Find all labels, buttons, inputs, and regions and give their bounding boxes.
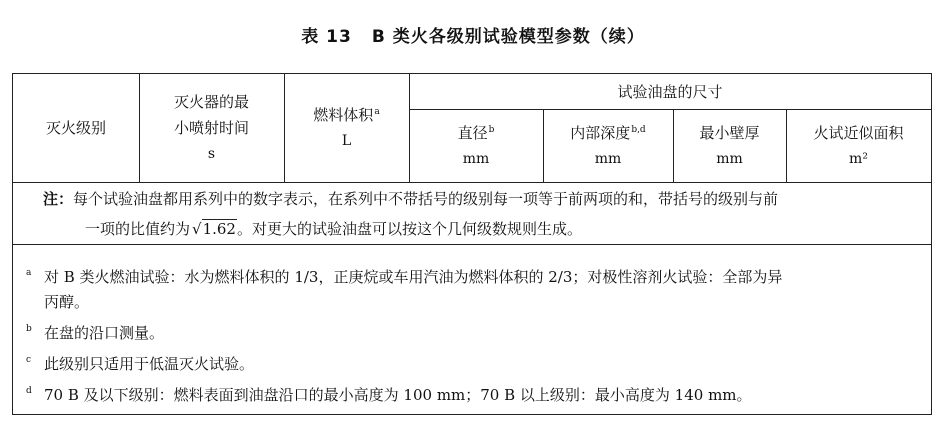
- depth-footnote-ref: b,d: [631, 124, 646, 135]
- spray-time-line1: 灭火器的最: [173, 93, 249, 111]
- note-text-2a: 一项的比值约为: [85, 220, 191, 238]
- note-line-1: [43, 184, 923, 214]
- note-text-2b: 。对更大的试验油盘可以按这个几何级数规则生成。: [236, 220, 582, 238]
- fuel-volume-footnote-ref: a: [374, 107, 380, 117]
- depth-label: 内部深度: [570, 123, 631, 142]
- diameter-label: 直径: [457, 123, 488, 142]
- note-line-2: [43, 214, 923, 244]
- header-fire-level: [13, 74, 139, 182]
- header-diameter: [409, 109, 543, 182]
- header-tray-group: [409, 74, 931, 109]
- footnote-mark-a: a: [26, 268, 32, 278]
- table-caption: B 类火各级别试验模型参数（续）: [371, 27, 645, 47]
- diameter-footnote-ref: b: [488, 124, 495, 135]
- footnote-b: [26, 321, 914, 346]
- tray-group-label: 试验油盘的尺寸: [617, 82, 723, 101]
- area-unit: m²: [849, 150, 868, 167]
- note-label: 注：: [43, 190, 74, 208]
- header-fuel-volume: [284, 74, 409, 182]
- sqrt-value: 1.62: [202, 220, 236, 238]
- diameter-label-wrap: [458, 120, 495, 146]
- footnote-mark-b: b: [26, 324, 32, 334]
- depth-label-wrap: [570, 120, 645, 146]
- footnote-text-b: 在盘的沿口测量。: [44, 324, 165, 342]
- header-area: [786, 109, 931, 182]
- note-text-1: 每个试验油盘都用系列中的数字表示，在系列中不带括号的级别每一项等于前两项的和，带括号的级别与前: [73, 190, 779, 208]
- footnote-text-a-cont: 丙醇。: [44, 293, 90, 311]
- footnote-mark-c: c: [26, 355, 32, 365]
- diameter-unit: mm: [462, 150, 490, 167]
- header-bottom-border: [13, 182, 931, 183]
- spray-time-line2: 小喷射时间: [173, 119, 249, 137]
- footnote-a-cont: [44, 290, 914, 315]
- note-bottom-border: [13, 244, 931, 245]
- header-depth: [543, 109, 673, 182]
- footnote-d: [26, 383, 914, 408]
- header-spray-time: [139, 74, 284, 182]
- footnote-text-d: 70 B 及以下级别：燃料表面到油盘沿口的最小高度为 100 mm；70 B 以上级别：最小高度为 140 mm。: [44, 386, 752, 404]
- table-note: [43, 184, 923, 244]
- footnote-c: [26, 352, 914, 377]
- depth-unit: mm: [594, 150, 622, 167]
- footnote-mark-d: d: [26, 386, 32, 396]
- table-number: 表 13: [301, 27, 352, 47]
- area-label: 火试近似面积: [813, 123, 904, 142]
- fuel-volume-unit: L: [341, 133, 352, 149]
- footnote-a: [26, 265, 914, 290]
- header-wall: [673, 109, 786, 182]
- sqrt-sign: √: [192, 220, 202, 238]
- wall-unit: mm: [716, 150, 743, 167]
- table-title: [0, 22, 946, 47]
- fuel-volume-label-wrap: [313, 102, 379, 128]
- footnote-text-a: 对 B 类火燃油试验：水为燃料体积的 1/3，正庚烷或车用汽油为燃料体积的 2/3；对极性溶剂火试验：全部为异: [44, 268, 783, 286]
- footnote-text-c: 此级别只适用于低温灭火试验。: [44, 355, 255, 373]
- sqrt-expression: [192, 214, 237, 244]
- fuel-volume-label: 燃料体积: [313, 106, 374, 124]
- wall-label: 最小壁厚: [699, 123, 760, 142]
- fire-level-label: 灭火级别: [45, 119, 106, 137]
- spray-time-unit: s: [207, 146, 216, 162]
